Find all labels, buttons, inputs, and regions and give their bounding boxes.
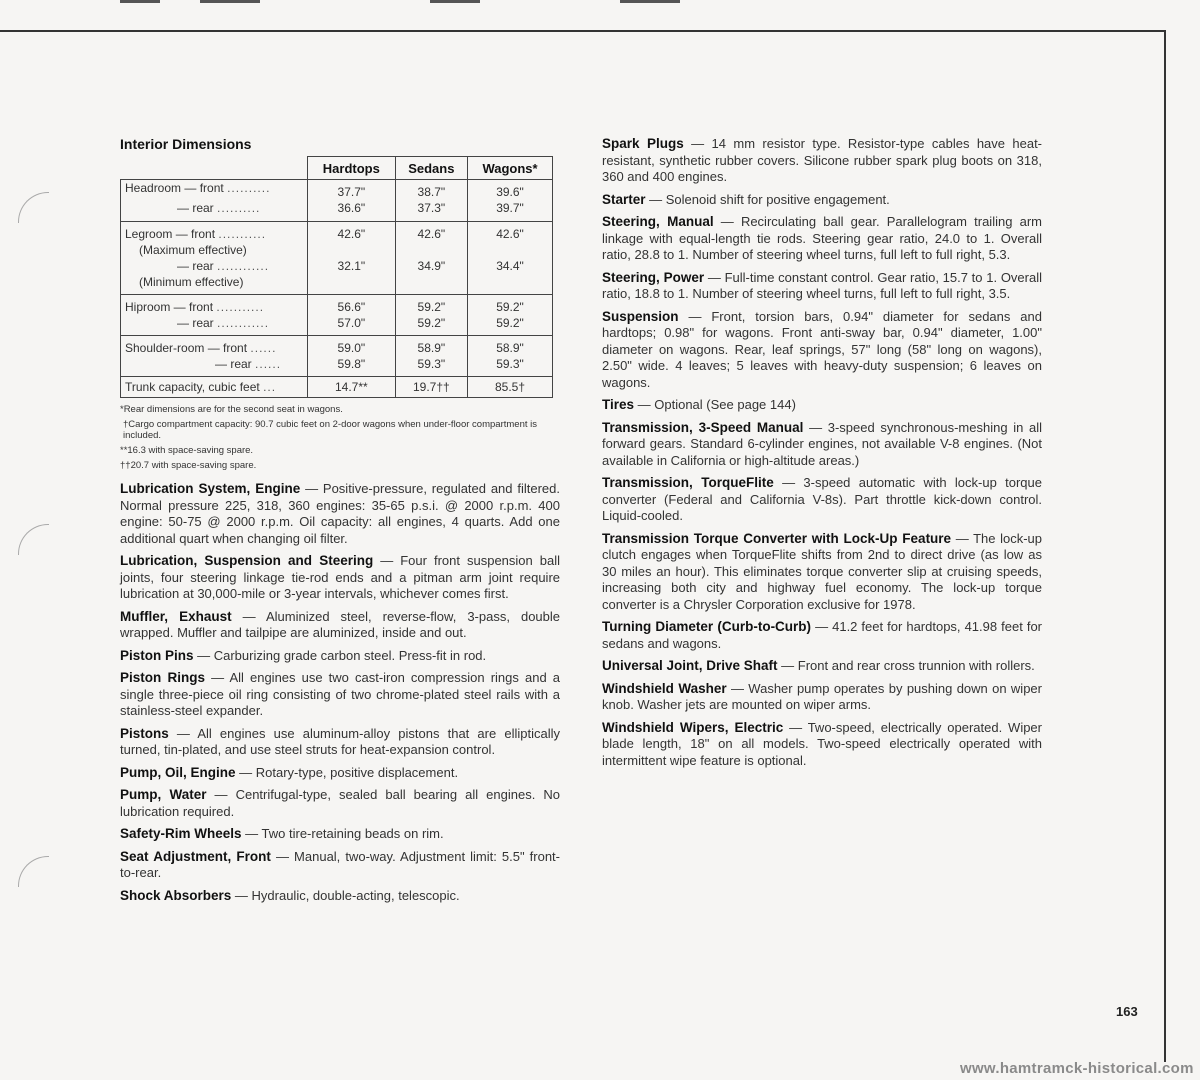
spec-text: — Front, torsion bars, 0.94" diameter for sedans and hardtops; 0.98" for wagons. Front anti-sway bar, 0.94" diameter, 1.00" diameter on wagons. Rear, leaf springs, 57" long (58" long on wagons), 2.50" wide. 4 leaves; 5 leaves with heavy-duty suspension; 6 leaves on wagons.	[602, 308, 1042, 390]
spec-entry	[602, 270, 1042, 303]
spec-text: — All engines use two cast-iron compression rings and a single three-piece oil ring consisting of two chrome-plated steel rails with a stainless-steel expander.	[120, 670, 560, 718]
left-column	[120, 136, 560, 910]
spec-text: — The lock-up clutch engages when TorqueFlite shifts from 2nd to direct drive (as low as 30 miles an hour). This eliminates torque converter slip at cruising speeds, increasing both city and highway fuel economy. The lock-up torque converter is a Chrysler Corporation exclusive for 1978.	[602, 530, 1042, 612]
spec-entry	[120, 648, 560, 665]
spec-term: Shock Absorbers	[120, 887, 232, 903]
table-row: Hiproom — front ........... 56.6" 59.2" 59.2"	[121, 295, 553, 316]
spec-entry	[120, 609, 560, 642]
spec-entry	[602, 531, 1042, 614]
column-header: Sedans	[395, 157, 467, 180]
spec-text: — Optional (See page 144)	[634, 397, 796, 412]
table-row: Trunk capacity, cubic feet ... 14.7** 19.7†† 85.5†	[121, 377, 553, 398]
table-row: — rear .......... 36.6" 37.3" 39.7"	[121, 200, 553, 222]
spec-entry	[602, 619, 1042, 652]
spec-text: — Solenoid shift for positive engagement.	[645, 191, 890, 207]
spec-text: — All engines use aluminum-alloy pistons that are elliptically turned, tin-plated, and use steel struts for heat-expansion control.	[120, 725, 560, 757]
spec-term: Steering, Power	[602, 269, 705, 285]
spec-term: Windshield Wipers, Electric	[602, 719, 784, 735]
spec-term: Starter	[602, 191, 646, 207]
spec-entry	[602, 192, 1042, 209]
table-row: (Minimum effective)	[121, 274, 553, 295]
binder-hole-mark	[18, 856, 49, 887]
left-spec-list	[120, 481, 560, 904]
binder-hole-mark	[18, 192, 49, 223]
spec-entry	[602, 720, 1042, 770]
spec-entry	[602, 136, 1042, 186]
footnote: **16.3 with space-saving spare.	[120, 445, 254, 456]
spec-term: Windshield Washer	[602, 680, 727, 696]
spec-entry	[120, 787, 560, 820]
right-column	[602, 136, 1042, 775]
spec-text: — Rotary-type, positive displacement.	[235, 764, 459, 780]
spec-term: Pump, Oil, Engine	[120, 764, 236, 780]
page-frame-top	[0, 30, 1166, 32]
table-row: — rear ............ 32.1" 34.9" 34.4"	[121, 258, 553, 274]
column-header: Wagons*	[468, 157, 553, 180]
page-frame-right	[1164, 30, 1166, 1062]
column-header: Hardtops	[308, 157, 396, 180]
table-row: — rear ............ 57.0" 59.2" 59.2"	[121, 315, 553, 336]
interior-dimensions-table	[120, 156, 553, 398]
spec-term: Seat Adjustment, Front	[120, 848, 271, 864]
spec-term: Lubrication, Suspension and Steering	[120, 553, 374, 568]
spec-entry	[120, 849, 560, 882]
spec-term: Safety-Rim Wheels	[120, 826, 242, 841]
spec-text: — Front and rear cross trunnion with rollers.	[777, 658, 1035, 673]
table-row: Legroom — front ........... 42.6" 42.6" 42.6"	[121, 222, 553, 243]
spec-text: — Two-speed, electrically operated. Wiper blade length, 18" on all models. Two-speed electrically operated with intermittent wipe feature is optional.	[602, 719, 1042, 768]
spec-entry	[120, 481, 560, 547]
spec-entry	[120, 765, 560, 782]
table-row: (Maximum effective)	[121, 242, 553, 258]
spec-text: — Two tire-retaining beads on rim.	[241, 826, 444, 841]
spec-entry	[602, 420, 1042, 470]
spec-term: Universal Joint, Drive Shaft	[602, 658, 778, 673]
spec-text: — Hydraulic, double-acting, telescopic.	[231, 887, 460, 903]
spec-entry	[120, 826, 560, 843]
spec-entry	[602, 475, 1042, 525]
spec-entry	[120, 670, 560, 720]
table-row: Headroom — front .......... 37.7" 38.7" 39.6"	[121, 180, 553, 201]
spec-text: — Carburizing grade carbon steel. Press-fit in rod.	[193, 647, 487, 663]
spec-text: — 3-speed automatic with lock-up torque converter (Federal and California V-8s). Part throttle kick-down control. Liquid-cooled.	[602, 475, 1043, 523]
spec-entry	[120, 888, 560, 905]
spec-term: Steering, Manual	[602, 214, 714, 229]
watermark: www.hamtramck-historical.com	[960, 1060, 1194, 1077]
spec-text: — Aluminized steel, reverse-flow, 3-pass, double wrapped. Muffler and tailpipe are aluminized, inside and out.	[120, 608, 560, 640]
spec-text: — Positive-pressure, regulated and filtered. Normal pressure 225, 318, 360 engines: 35-65 p.s.i. @ 2000 r.p.m. 400 engine: 50-75 @ 2000 r.p.m. Oil capacity: all engines, 4 quarts. Add one additional quart when changing oil filter.	[120, 481, 560, 546]
footnote: †Cargo compartment capacity: 90.7 cubic feet on 2-door wagons when under-floor compartment is included.	[123, 419, 537, 441]
footnote: ††20.7 with space-saving spare.	[120, 460, 257, 471]
spec-text: — 14 mm resistor type. Resistor-type cables have heat-resistant, synthetic rubber covers. Silicone rubber spark plug boots on 318, 360 and 400 engines.	[602, 136, 1043, 184]
spec-entry	[602, 658, 1042, 675]
right-spec-list	[602, 136, 1042, 769]
spec-entry	[602, 681, 1042, 714]
spec-term: Tires	[602, 397, 635, 412]
spec-text: — 41.2 feet for hardtops, 41.98 feet for sedans and wagons.	[602, 619, 1043, 651]
spec-text: — Four front suspension ball joints, four steering linkage tie-rod ends and a pitman arm joint require lubrication at 30,000-mile or 3-year intervals, whichever comes first.	[120, 553, 560, 601]
top-edge-marks	[0, 0, 1200, 6]
spec-entry	[602, 309, 1042, 392]
spec-term: Pistons	[120, 725, 169, 741]
page-number: 163	[1116, 1004, 1138, 1019]
spec-entry	[602, 214, 1042, 264]
spec-term: Lubrication System, Engine	[120, 481, 301, 496]
spec-text: — Recirculating ball gear. Parallelogram trailing arm linkage with equal-length tie rods. Steering gear ratio, 24.0 to 1. Overall ratio, 28.8 to 1. Number of steering wheel turns, full left to full right, 5.3.	[602, 214, 1042, 262]
spec-term: Piston Rings	[120, 670, 205, 685]
spec-term: Turning Diameter (Curb-to-Curb)	[602, 619, 812, 634]
spec-term: Transmission, 3-Speed Manual	[602, 419, 804, 435]
table-row: Shoulder-room — front ...... 59.0" 58.9" 58.9"	[121, 336, 553, 357]
spec-text: — Full-time constant control. Gear ratio, 15.7 to 1. Overall ratio, 18.8 to 1. Number of steering wheel turns, full left to full right, 3.5.	[602, 269, 1042, 301]
footnote: *Rear dimensions are for the second seat in wagons.	[120, 404, 343, 415]
spec-term: Spark Plugs	[602, 136, 684, 151]
spec-term: Suspension	[602, 308, 679, 324]
spec-text: — Centrifugal-type, sealed ball bearing all engines. No lubrication required.	[120, 787, 560, 819]
spec-term: Muffler, Exhaust	[120, 608, 232, 624]
binder-hole-mark	[18, 524, 49, 555]
spec-entry	[120, 553, 560, 603]
table-row: — rear ...... 59.8" 59.3" 59.3"	[121, 356, 553, 377]
spec-text: — Washer pump operates by pushing down on wiper knob. Washer jets are mounted on wiper arms.	[602, 680, 1042, 712]
interior-dimensions-title: Interior Dimensions	[120, 136, 252, 152]
spec-term: Pump, Water	[120, 787, 207, 802]
spec-entry	[120, 726, 560, 759]
spec-term: Piston Pins	[120, 647, 194, 663]
spec-term: Transmission Torque Converter with Lock-Up Feature	[602, 530, 952, 546]
spec-text: — Manual, two-way. Adjustment limit: 5.5" front-to-rear.	[120, 848, 560, 880]
spec-entry	[602, 397, 1042, 414]
spec-text: — 3-speed synchronous-meshing in all forward gears. Standard 6-cylinder engines, not available V-8 engines. (Not available in California or high-altitude areas.)	[602, 419, 1042, 468]
spec-term: Transmission, TorqueFlite	[602, 475, 774, 490]
table-footnotes	[120, 404, 560, 471]
